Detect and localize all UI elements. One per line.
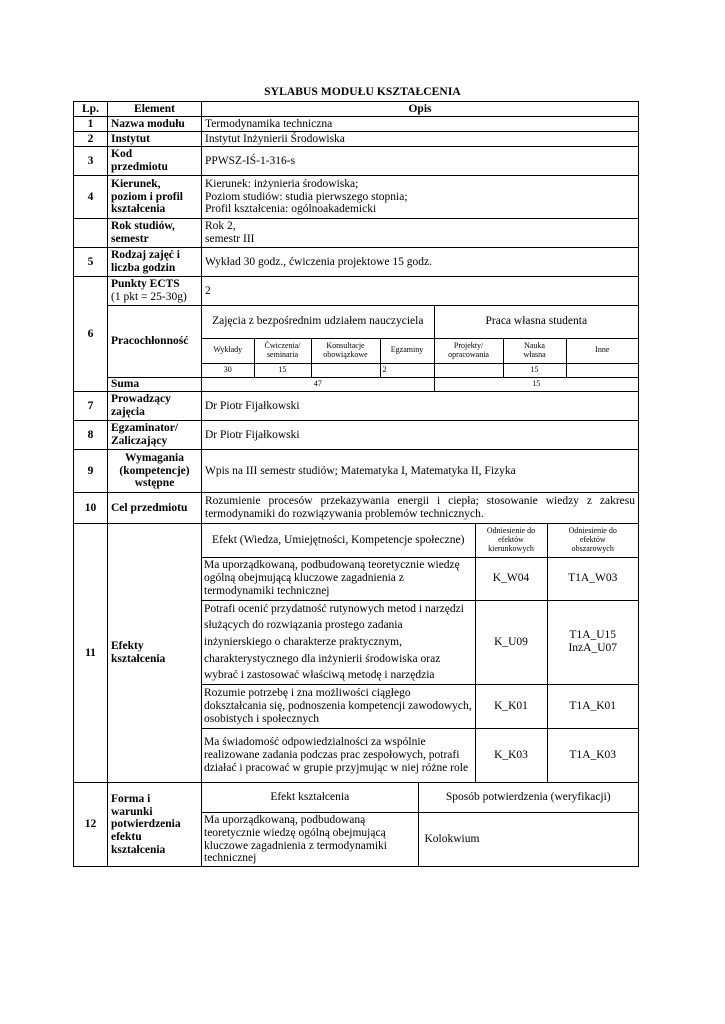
table-header-row [74, 102, 639, 117]
outcome-row [202, 557, 638, 600]
outcome-kier: K_K01 [475, 684, 547, 728]
header-lp: Lp. [74, 102, 108, 117]
outcome-obsz: T1A_U15 InzA_U07 [547, 600, 638, 684]
row-number: 11 [74, 524, 108, 783]
outcome-text: Potrafi ocenić przydatność rutynowych metod i narzędzi służących do rozwiązania prostego zadania inżynierskiego o charakterze praktycznym, charakterystycznego dla inżynierii środowiska oraz wybrać i zastosować właściwą metodę i narzędzia [202, 600, 475, 684]
workload-value: 2 [380, 363, 434, 377]
table-row [74, 783, 639, 867]
row-value: Dr Piotr Fijałkowski [202, 421, 639, 450]
workload-value: 15 [254, 363, 311, 377]
outcome-row [202, 684, 638, 728]
workload-cell [202, 306, 639, 378]
table-row [74, 493, 639, 524]
ects-value: 2 [202, 277, 639, 306]
sum-row [74, 378, 639, 392]
outcomes-header-effect: Efekt (Wiedza, Umiejętności, Kompetencje społeczne) [202, 524, 475, 557]
workload-col-header: Inne [566, 338, 638, 363]
row-value: Termodynamika techniczna [202, 117, 639, 132]
verification-header-effect: Efekt kształcenia [202, 783, 418, 812]
table-row [74, 421, 639, 450]
workload-value: 30 [202, 363, 254, 377]
outcome-row [202, 728, 638, 782]
outcome-kier: K_W04 [475, 557, 547, 600]
workload-table [202, 306, 638, 377]
row-label: Instytut [108, 132, 202, 147]
row-number: 8 [74, 421, 108, 450]
table-row [74, 306, 639, 378]
row-value: Wpis na III semestr studiów; Matematyka I, Matematyka II, Fizyka [202, 450, 639, 493]
outcome-text: Ma uporządkowaną, podbudowaną teoretycznie wiedzę ogólną obejmującą kluczowe zagadnienia z termodynamiki technicznej [202, 557, 475, 600]
workload-label: Pracochłonność [108, 306, 202, 378]
workload-value [311, 363, 380, 377]
contact-hours-heading: Zajęcia z bezpośrednim udziałem nauczyciela [202, 306, 434, 338]
row-label: Rodzaj zajęć i liczba godzin [108, 248, 202, 277]
outcome-obsz: T1A_W03 [547, 557, 638, 600]
table-row [74, 117, 639, 132]
verification-method: Kolokwium [418, 812, 638, 866]
row-number: 2 [74, 132, 108, 147]
sum-cell [202, 378, 639, 392]
outcomes-cell [202, 524, 639, 783]
table-row [74, 132, 639, 147]
workload-col-header: Wykłady [202, 338, 254, 363]
row-number: 9 [74, 450, 108, 493]
self-study-heading: Praca własna studenta [434, 306, 638, 338]
row-label: Efekty kształcenia [108, 524, 202, 783]
table-row [74, 277, 639, 306]
verification-table [202, 783, 638, 866]
outcome-obsz: T1A_K01 [547, 684, 638, 728]
row-number: 5 [74, 248, 108, 277]
table-row [74, 248, 639, 277]
row-label: Cel przedmiotu [108, 493, 202, 524]
workload-col-header: Projekty/ opracowania [434, 338, 503, 363]
row-label: Rok studiów, semestr [108, 219, 202, 248]
row-value: Dr Piotr Fijałkowski [202, 392, 639, 421]
row-label: Forma i warunki potwierdzenia efektu kształcenia [108, 783, 202, 867]
workload-col-header: Konsultacje obowiązkowe [311, 338, 380, 363]
row-number: 6 [74, 277, 108, 392]
header-element: Element [108, 102, 202, 117]
row-label: Egzaminator/ Zaliczający [108, 421, 202, 450]
workload-col-header: Ćwiczenia/ seminaria [254, 338, 311, 363]
row-label: Nazwa modułu [108, 117, 202, 132]
ects-label: Punkty ECTS (1 pkt = 25-30g) [108, 277, 202, 306]
outcomes-table [202, 524, 638, 782]
table-row [74, 147, 639, 176]
row-value: Kierunek: inżynieria środowiska; Poziom studiów: studia pierwszego stopnia; Profil kształcenia: ogólnoakademicki [202, 176, 639, 219]
row-number: 7 [74, 392, 108, 421]
sum-label: Suma [108, 378, 202, 392]
table-row [74, 450, 639, 493]
row-number [74, 219, 108, 248]
outcome-text: Ma świadomość odpowiedzialności za wspólnie realizowane zadania podczas prac zespołowych, potrafi działać i pracować w grupie przyjmując w niej różne role [202, 728, 475, 782]
syllabus-table [73, 101, 639, 867]
outcome-obsz: T1A_K03 [547, 728, 638, 782]
row-value: Rozumienie procesów przekazywania energii i ciepła; stosowanie wiedzy z zakresu termodynamiki do rozwiązywania problemów technicznych. [202, 493, 639, 524]
sum-self: 15 [434, 378, 638, 391]
workload-col-header: Nauka własna [503, 338, 566, 363]
table-row [74, 392, 639, 421]
outcome-kier: K_U09 [475, 600, 547, 684]
row-label: Wymagania (kompetencje) wstępne [108, 450, 202, 493]
row-value: Rok 2, semestr III [202, 219, 639, 248]
row-label: Kierunek, poziom i profil kształcenia [108, 176, 202, 219]
table-row [74, 524, 639, 783]
outcomes-header-kier: Odniesienie do efektów kierunkowych [475, 524, 547, 557]
header-opis: Opis [202, 102, 639, 117]
outcome-row [202, 600, 638, 684]
sum-contact: 47 [202, 378, 434, 391]
workload-value [434, 363, 503, 377]
row-value: Instytut Inżynierii Środowiska [202, 132, 639, 147]
verification-header-method: Sposób potwierdzenia (weryfikacji) [418, 783, 638, 812]
row-number: 3 [74, 147, 108, 176]
row-number: 10 [74, 493, 108, 524]
row-value: PPWSZ-IŚ-1-316-s [202, 147, 639, 176]
row-label: Kod przedmiotu [108, 147, 202, 176]
table-row [74, 176, 639, 219]
row-label: Prowadzący zajęcia [108, 392, 202, 421]
workload-value [566, 363, 638, 377]
row-number: 1 [74, 117, 108, 132]
outcome-text: Rozumie potrzebę i zna możliwości ciągłego dokształcania się, podnoszenia kompetencji zawodowych, osobistych i społecznych [202, 684, 475, 728]
outcome-kier: K_K03 [475, 728, 547, 782]
verification-cell [202, 783, 639, 867]
workload-value: 15 [503, 363, 566, 377]
outcomes-header-obsz: Odniesienie do efektów obszarowych [547, 524, 638, 557]
verification-effect: Ma uporządkowaną, podbudowaną teoretycznie wiedzę ogólną obejmującą kluczowe zagadnienia z termodynamiki technicznej [202, 812, 418, 866]
workload-col-header: Egzaminy [380, 338, 434, 363]
row-value: Wykład 30 godz., ćwiczenia projektowe 15 godz. [202, 248, 639, 277]
page-title: SYLABUS MODUŁU KSZTAŁCENIA [264, 86, 461, 98]
table-row [74, 219, 639, 248]
row-number: 12 [74, 783, 108, 867]
row-number: 4 [74, 176, 108, 219]
